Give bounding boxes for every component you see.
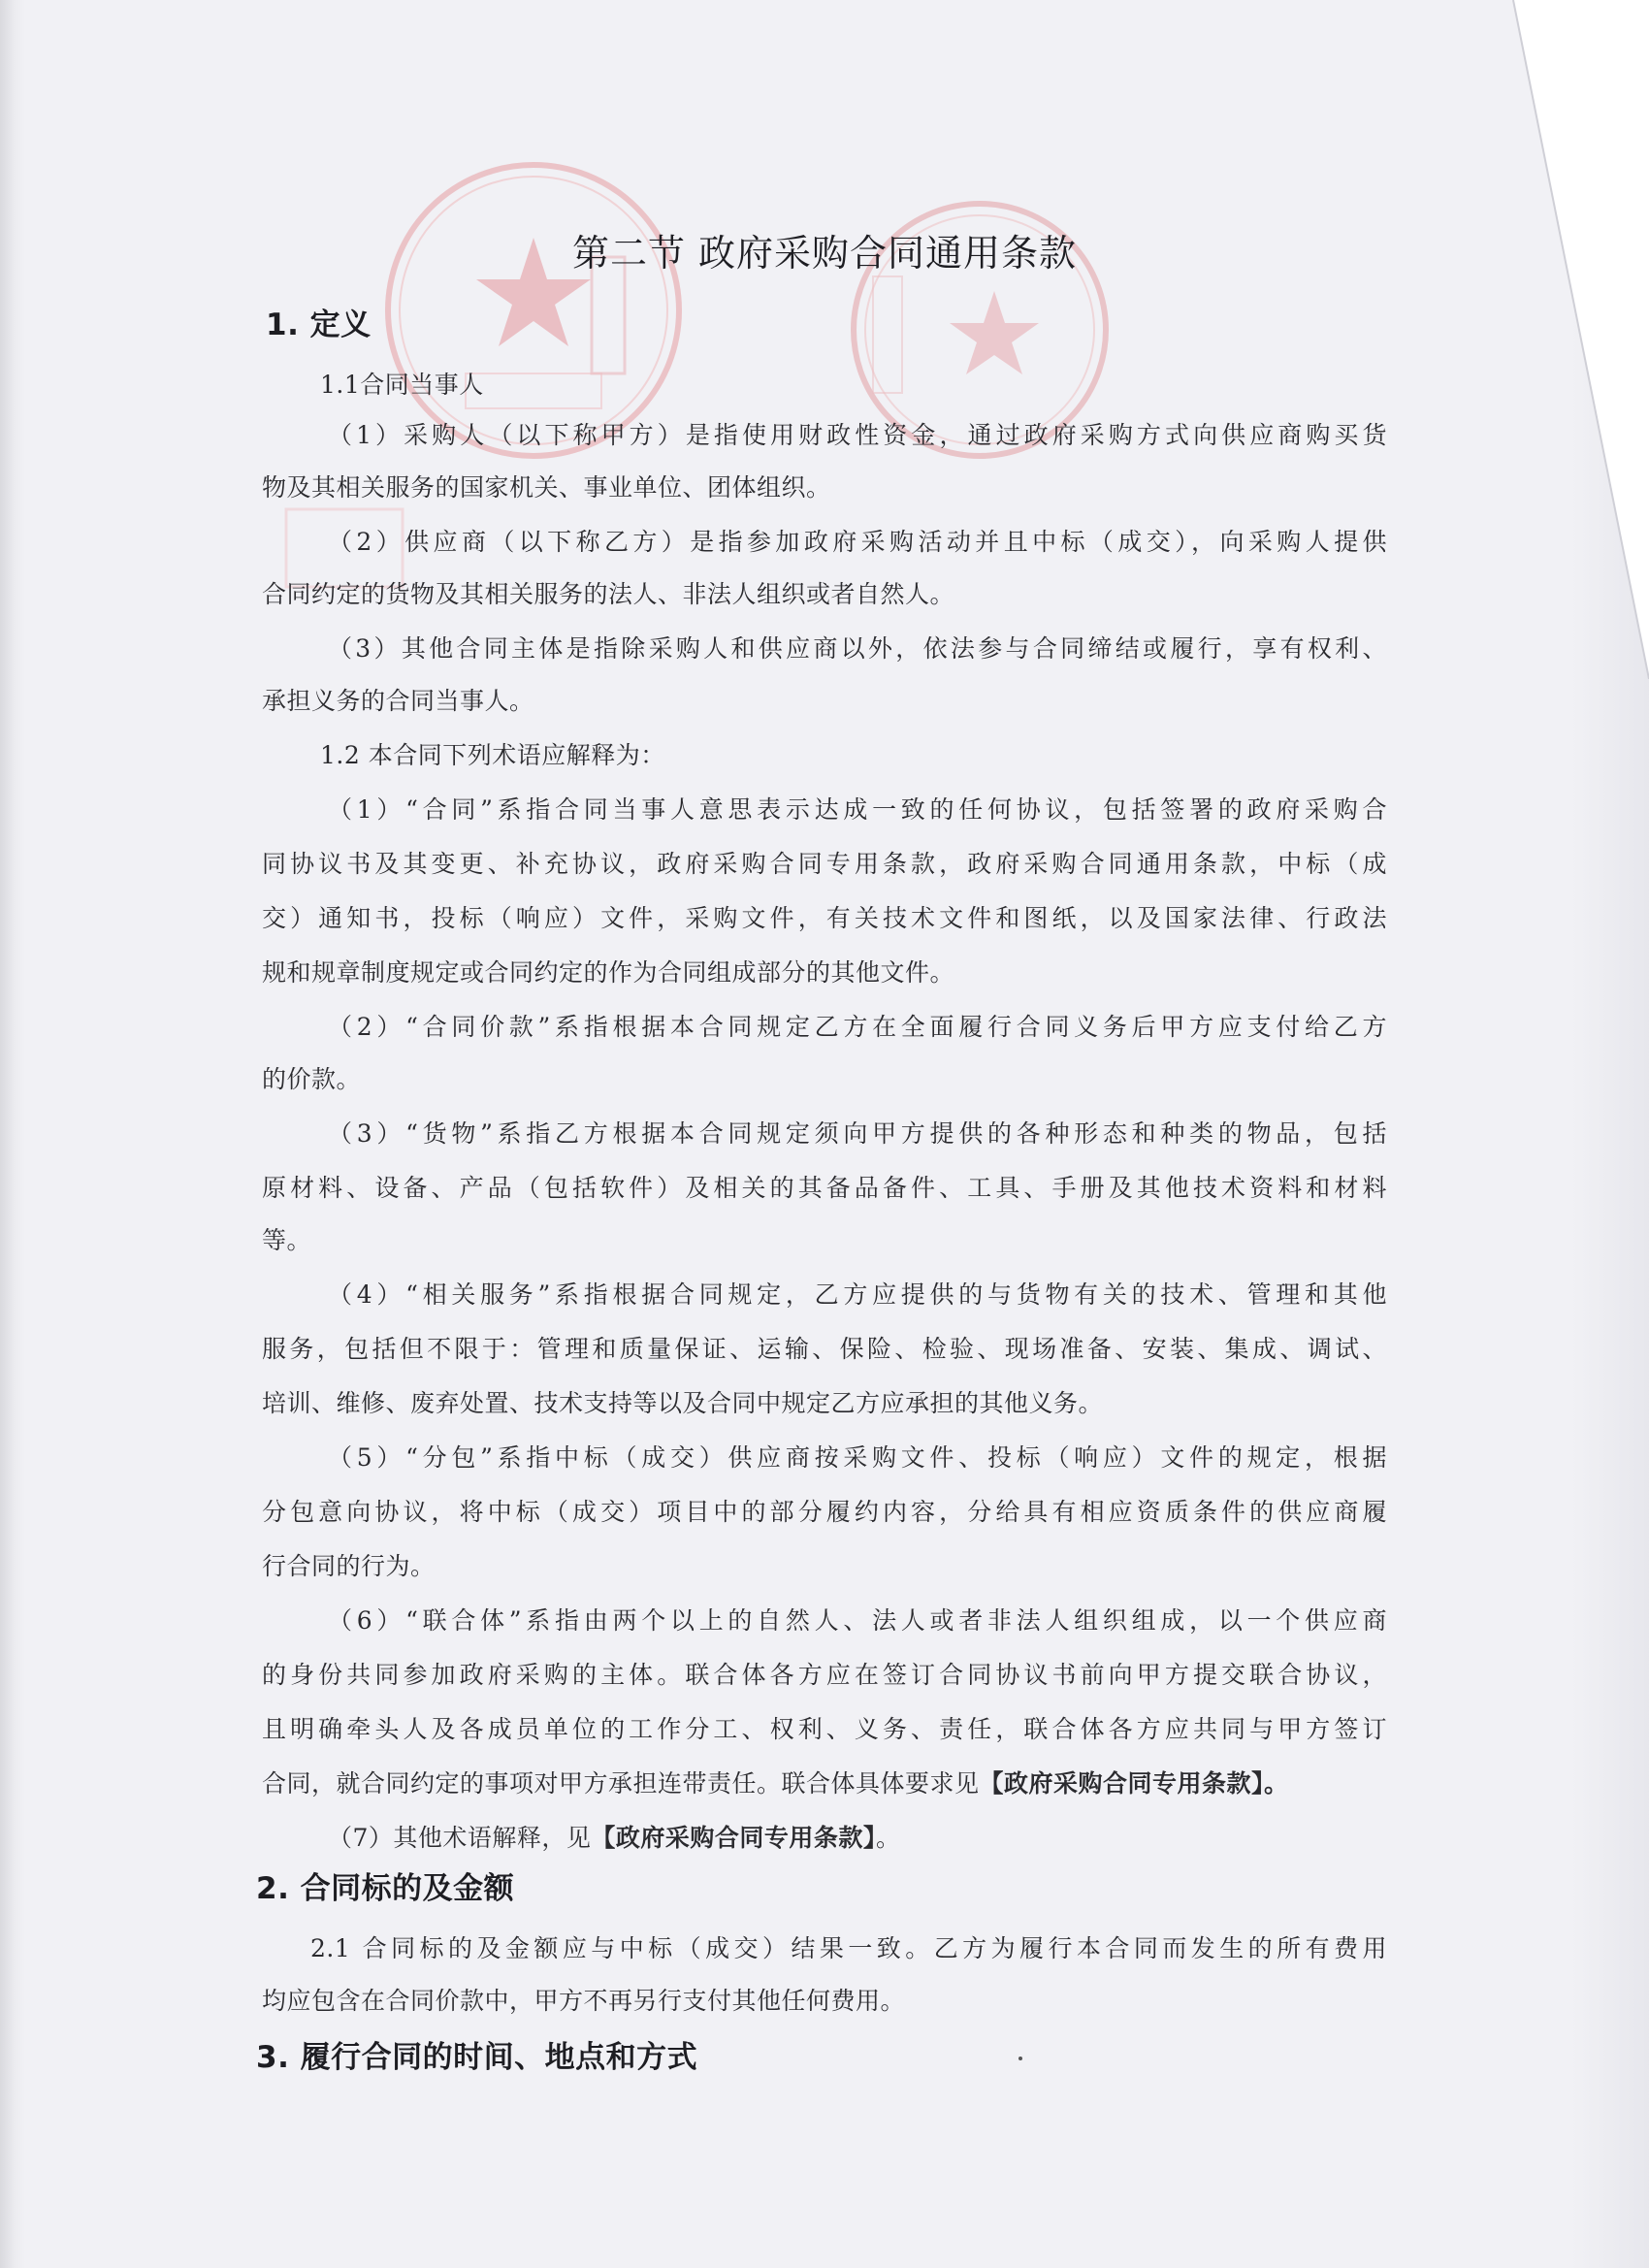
paragraph-line: （5）“分包”系指中标（成交）供应商按采购文件、投标（响应）文件的规定，根据 [328, 1443, 1387, 1472]
paragraph-line: （3）其他合同主体是指除采购人和供应商以外，依法参与合同缔结或履行，享有权利、 [328, 634, 1387, 663]
scan-speck [1018, 2057, 1022, 2060]
paragraph-line: 等。 [262, 1226, 312, 1254]
paragraph-line: 的价款。 [262, 1065, 362, 1093]
paragraph-line: 均应包含在合同价款中，甲方不再另行支付其他任何费用。 [262, 1987, 906, 2015]
paragraph-line [328, 1822, 900, 1855]
paragraph-line: 2.1 合同标的及金额应与中标（成交）结果一致。乙方为履行本合同而发生的所有费用 [310, 1934, 1387, 1962]
page-title: 第二节 政府采购合同通用条款 [571, 232, 1078, 275]
paragraph-line: 且明确牵头人及各成员单位的工作分工、权利、义务、责任，联合体各方应共同与甲方签订 [262, 1715, 1387, 1743]
section-3-heading: 3. 履行合同的时间、地点和方式 [256, 2040, 698, 2075]
paragraph-line: 合同约定的货物及其相关服务的法人、非法人组织或者自然人。 [262, 580, 955, 608]
paper-left-edge [0, 0, 25, 2268]
paragraph-line: 规和规章制度规定或合同约定的作为合同组成部分的其他文件。 [262, 958, 955, 987]
subsection-1-1: 1.1合同当事人 [320, 371, 484, 399]
paragraph-line: （1）“合同”系指合同当事人意思表示达成一致的任何协议，包括签署的政府采购合 [328, 795, 1387, 824]
paragraph-line: 的身份共同参加政府采购的主体。联合体各方应在签订合同协议书前向甲方提交联合协议， [262, 1661, 1387, 1689]
paragraph-line: 承担义务的合同当事人。 [262, 687, 534, 715]
paragraph-line [262, 1767, 1289, 1800]
paragraph-line: 交）通知书，投标（响应）文件，采购文件，有关技术文件和图纸，以及国家法律、行政法 [262, 904, 1387, 932]
paragraph-line: 同协议书及其变更、补充协议，政府采购合同专用条款，政府采购合同通用条款，中标（成 [262, 850, 1387, 878]
paragraph-line: 原材料、设备、产品（包括软件）及相关的其备品备件、工具、手册及其他技术资料和材料 [262, 1174, 1387, 1202]
subsection-1-2: 1.2 本合同下列术语应解释为： [320, 741, 665, 769]
special-terms-reference: 【政府采购合同专用条款】 [591, 1824, 876, 1852]
paragraph-text: 合同，就合同约定的事项对甲方承担连带责任。联合体具体要求见 [262, 1769, 980, 1798]
folded-corner [1494, 0, 1649, 679]
paragraph-line: （4）“相关服务”系指根据合同规定，乙方应提供的与货物有关的技术、管理和其他 [328, 1280, 1387, 1309]
section-1-heading: 1. 定义 [266, 308, 372, 342]
paragraph-line: （3）“货物”系指乙方根据本合同规定须向甲方提供的各种形态和种类的物品，包括 [328, 1119, 1387, 1148]
paragraph-line: 行合同的行为。 [262, 1552, 436, 1580]
paragraph-line: 物及其相关服务的国家机关、事业单位、团体组织。 [262, 473, 831, 502]
paragraph-line: （1）采购人（以下称甲方）是指使用财政性资金，通过政府采购方式向供应商购买货 [328, 421, 1387, 449]
special-terms-reference: 【政府采购合同专用条款】。 [979, 1769, 1289, 1798]
paragraph-line: 培训、维修、废弃处置、技术支持等以及合同中规定乙方应承担的其他义务。 [262, 1389, 1104, 1417]
paragraph-text: 。 [875, 1824, 901, 1852]
paragraph-line: 分包意向协议，将中标（成交）项目中的部分履约内容，分给具有相应资质条件的供应商履 [262, 1498, 1387, 1526]
paragraph-line: （6）“联合体”系指由两个以上的自然人、法人或者非法人组织组成，以一个供应商 [328, 1606, 1387, 1635]
section-2-heading: 2. 合同标的及金额 [256, 1871, 515, 1906]
paragraph-line: （2）“合同价款”系指根据本合同规定乙方在全面履行合同义务后甲方应支付给乙方 [328, 1013, 1387, 1041]
paragraph-line: （2）供应商（以下称乙方）是指参加政府采购活动并且中标（成交），向采购人提供 [328, 528, 1387, 556]
paragraph-text: （7）其他术语解释，见 [328, 1824, 592, 1852]
paragraph-line: 服务，包括但不限于：管理和质量保证、运输、保险、检验、现场准备、安装、集成、调试、 [262, 1335, 1387, 1363]
